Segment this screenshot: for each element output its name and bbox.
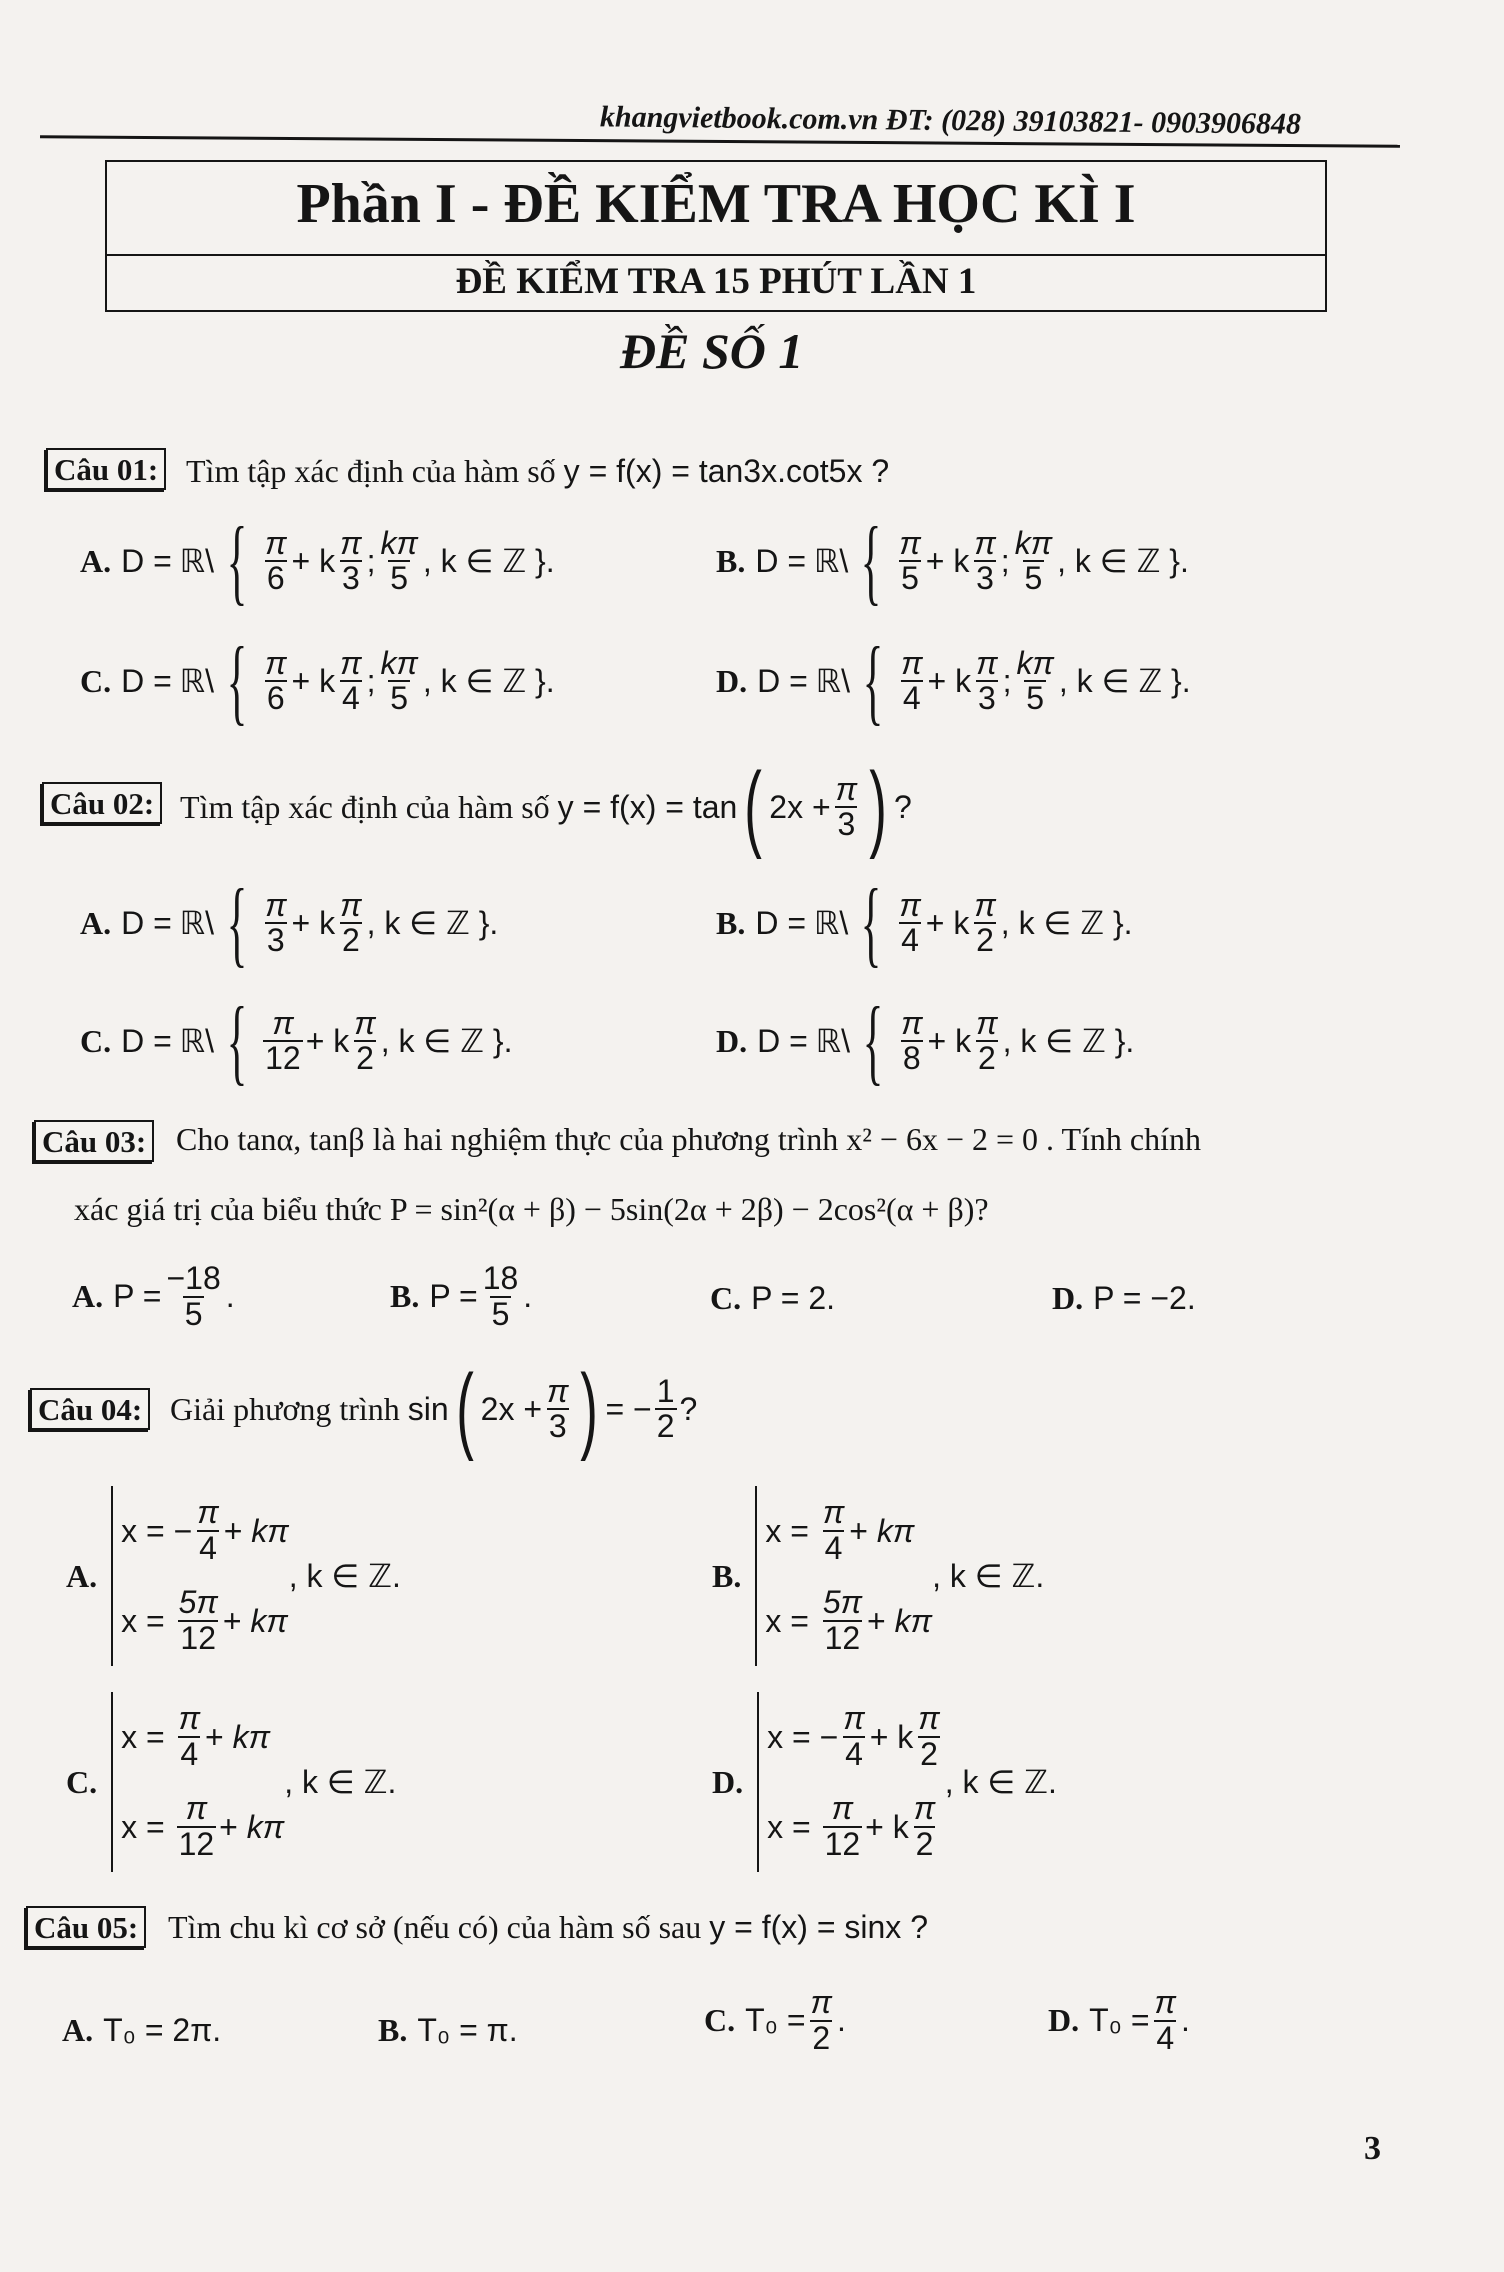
option-b: B. D = ℝ \ { $\frac{\pi}{5}$ + k $\frac{\pi}{3}$ ; $\frac{k\pi}{5}$ , k ∈ ℤ }. <box>716 507 1189 614</box>
question-label: Câu 04: <box>30 1388 150 1430</box>
option-a: A. x = − $\frac{\pi}{4}$ + kπ x = $\frac{5\pi}{12}$ + kπ , k ∈ ℤ. <box>66 1486 401 1666</box>
option-b: B. T₀ = π. <box>378 2012 518 2048</box>
option-c: C. D = ℝ \ { $\frac{\pi}{12}$ + k $\frac{\pi}{2}$ , k ∈ ℤ }. <box>80 987 513 1094</box>
title-divider <box>107 254 1325 256</box>
question-text: Tìm tập xác định của hàm số y = f(x) = tan3x.cot5x ? <box>186 453 890 489</box>
page-subtitle: ĐỀ KIỂM TRA 15 PHÚT LẦN 1 <box>455 261 977 302</box>
option-d: D. x = − $\frac{\pi}{4}$ + k $\frac{\pi}{2}$ x = $\frac{\pi}{12}$ + k $\frac{\pi}{2}$ , k ∈ ℤ. <box>712 1692 1057 1872</box>
question-text: Tìm chu kì cơ sở (nếu có) của hàm số sau y = f(x) = sinx ? <box>168 1909 928 1945</box>
exam-label: ĐỀ SỐ 1 <box>620 323 804 379</box>
question-label: Câu 01: <box>46 448 166 490</box>
header-contact-line: khangvietbook.com.vn ĐT: (028) 39103821- 0903906848 <box>599 100 1302 141</box>
question-text-continued: xác giá trị của biểu thức P = sin²(α + β) − 5sin(2α + 2β) − 2cos²(α + β)? <box>74 1191 989 1227</box>
option-c: C. x = $\frac{\pi}{4}$ + kπ x = $\frac{\pi}{12}$ + kπ , k ∈ ℤ. <box>66 1692 396 1872</box>
question-label: Câu 02: <box>42 782 162 824</box>
option-c: C. T₀ = $\frac{\pi}{2}$ . <box>704 1984 846 2056</box>
question-label: Câu 03: <box>34 1120 154 1162</box>
option-d: D. D = ℝ \ { $\frac{\pi}{4}$ + k $\frac{\pi}{3}$ ; $\frac{k\pi}{5}$ , k ∈ ℤ }. <box>716 627 1191 734</box>
option-a: A. P = $\frac{-18}{5}$ . <box>72 1260 235 1332</box>
question-label: Câu 05: <box>26 1906 146 1948</box>
option-c: C. P = 2. <box>710 1280 836 1316</box>
option-b: B. D = ℝ \ { $\frac{\pi}{4}$ + k $\frac{\pi}{2}$ , k ∈ ℤ }. <box>716 869 1133 976</box>
option-d: D. D = ℝ \ { $\frac{\pi}{8}$ + k $\frac{\pi}{2}$ , k ∈ ℤ }. <box>716 987 1135 1094</box>
option-a: A. T₀ = 2π. <box>62 2012 222 2048</box>
option-a: A. D = ℝ \ { $\frac{\pi}{6}$ + k $\frac{\pi}{3}$ ; $\frac{k\pi}{5}$ , k ∈ ℤ }. <box>80 507 555 614</box>
title-box <box>105 160 1327 312</box>
option-d: D. T₀ = $\frac{\pi}{4}$ . <box>1048 1984 1190 2056</box>
option-d: D. P = −2. <box>1052 1280 1196 1316</box>
option-a: A. D = ℝ \ { $\frac{\pi}{3}$ + k $\frac{\pi}{2}$ , k ∈ ℤ }. <box>80 869 499 976</box>
option-b: B. x = $\frac{\pi}{4}$ + kπ x = $\frac{5\pi}{12}$ + kπ , k ∈ ℤ. <box>712 1486 1044 1666</box>
page-title: Phần I - ĐỀ KIỂM TRA HỌC KÌ I <box>296 173 1136 235</box>
option-c: C. D = ℝ \ { $\frac{\pi}{6}$ + k $\frac{\pi}{4}$ ; $\frac{k\pi}{5}$ , k ∈ ℤ }. <box>80 627 555 734</box>
option-b: B. P = $\frac{18}{5}$ . <box>390 1260 533 1332</box>
question-text: Cho tanα, tanβ là hai nghiệm thực của phương trình x² − 6x − 2 = 0 . Tính chính <box>176 1121 1201 1157</box>
question-text: Tìm tập xác định của hàm số y = f(x) = tan ( 2x + $\frac{\pi}{3}$ ) ? <box>180 753 912 860</box>
page-number: 3 <box>1364 2130 1381 2167</box>
question-text: Giải phương trình sin ( 2x + $\frac{\pi}{3}$ ) = − $\frac{1}{2}$ ? <box>170 1355 698 1462</box>
